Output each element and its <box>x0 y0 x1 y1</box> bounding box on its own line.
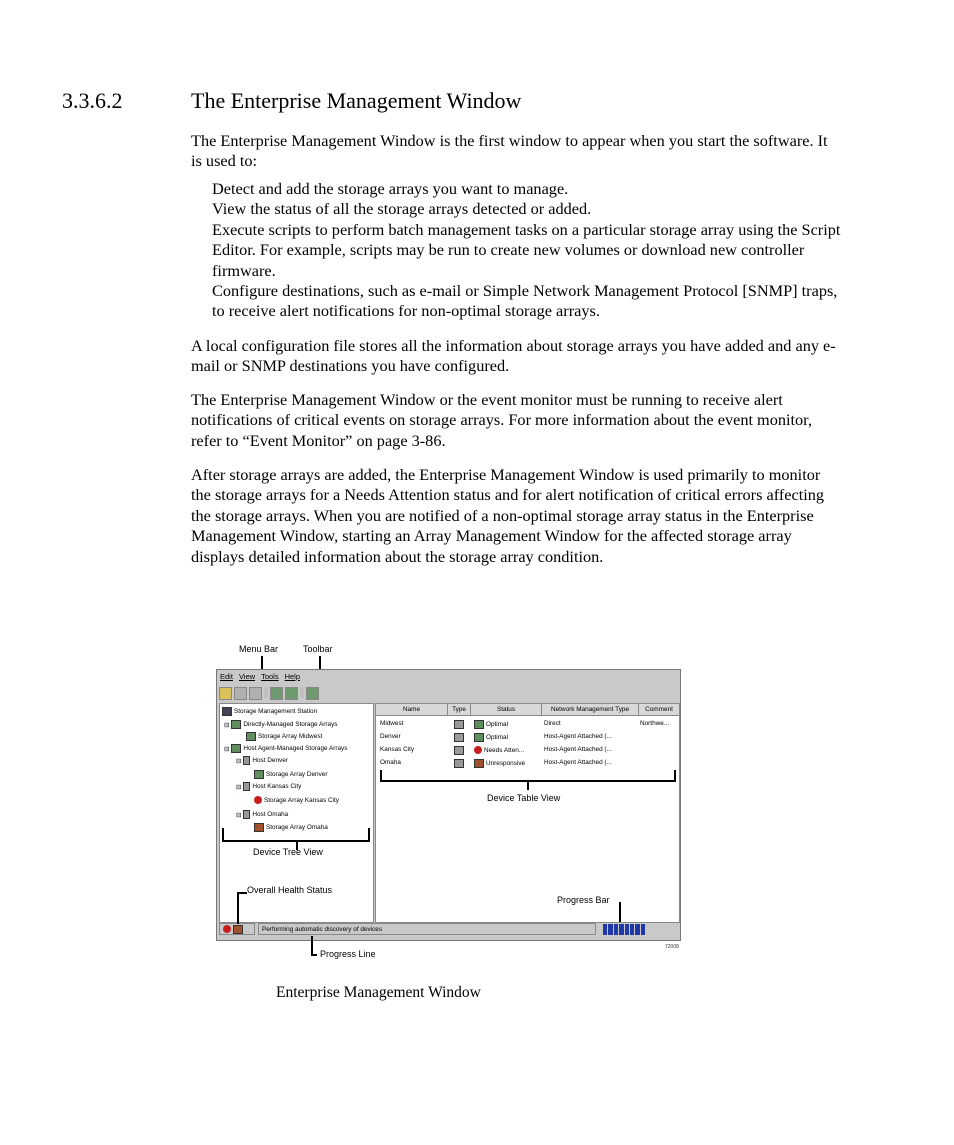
storage-array-icon <box>454 759 464 768</box>
section-title: The Enterprise Management Window <box>191 88 522 113</box>
collapse-icon[interactable]: ⊟ <box>236 757 242 765</box>
tree-node-host-kansas[interactable]: ⊟ Host Kansas City <box>236 783 302 791</box>
array-group-icon <box>231 720 241 729</box>
table-cell-type <box>454 746 464 755</box>
list-item: Execute scripts to perform batch management tasks on a particular storage array using the Script Editor. For example, scripts may be run to create new volumes or download new controller firmware. <box>212 219 841 280</box>
collapse-icon[interactable]: ⊟ <box>236 783 242 791</box>
menu-bar <box>220 672 300 684</box>
list-item: View the status of all the storage arrays detected or added. <box>212 199 592 219</box>
device-table <box>375 703 680 923</box>
table-cell-status: Needs Atten... <box>474 746 524 754</box>
table-cell-status: Optimal <box>474 733 508 742</box>
figure-caption: Enterprise Management Window <box>276 984 481 1001</box>
table-cell-name[interactable]: Kansas City <box>380 746 415 753</box>
health-leader <box>237 892 239 924</box>
alert-destination-icon[interactable] <box>306 687 319 700</box>
storage-array-icon <box>254 770 264 779</box>
list-item: Detect and add the storage arrays you want to manage. <box>212 179 569 198</box>
tree-node-midwest[interactable]: Storage Array Midwest <box>246 732 322 741</box>
section-number: 3.3.6.2 <box>62 88 123 113</box>
storage-array-icon <box>454 746 464 755</box>
unresponsive-icon <box>474 759 484 768</box>
menu-tools[interactable]: Tools <box>261 672 279 681</box>
health-leader <box>237 892 247 894</box>
tree-bracket <box>368 828 370 842</box>
tree-node-omaha[interactable]: Storage Array Omaha <box>254 823 328 832</box>
table-cell-network: Host-Agent Attached (... <box>544 746 612 753</box>
column-network[interactable]: Network Management Type <box>542 704 639 715</box>
tree-node-host-denver[interactable]: ⊟ Host Denver <box>236 757 288 765</box>
table-cell-comment: Northwe... <box>640 720 670 727</box>
feature-list <box>212 179 842 322</box>
storage-array-icon <box>454 720 464 729</box>
table-cell-network: Direct <box>544 720 561 727</box>
manage-array-icon[interactable] <box>270 687 283 700</box>
table-cell-status: Unresponsive <box>474 759 525 768</box>
needs-attention-icon <box>223 925 231 933</box>
tree-node-hostagent[interactable]: ⊟ Host Agent-Managed Storage Arrays <box>224 745 348 753</box>
column-name[interactable]: Name <box>376 704 448 715</box>
enterprise-window-figure <box>215 640 685 970</box>
table-cell-status: Optimal <box>474 720 508 729</box>
column-status[interactable]: Status <box>471 704 542 715</box>
workstation-icon <box>222 707 232 716</box>
table-cell-type <box>454 759 464 768</box>
table-cell-name[interactable]: Denver <box>380 733 401 740</box>
host-icon <box>243 810 250 819</box>
add-array-icon[interactable] <box>234 687 247 700</box>
script-editor-icon[interactable] <box>285 687 298 700</box>
table-cell-type <box>454 720 464 729</box>
menu-help[interactable]: Help <box>284 672 301 681</box>
collapse-icon[interactable]: ⊟ <box>224 721 230 729</box>
progress-bar-callout: Progress Bar <box>557 895 610 905</box>
figure-id: 72008 <box>665 944 679 950</box>
status-bar <box>219 923 678 937</box>
tree-node-station[interactable]: Storage Management Station <box>222 707 317 716</box>
toolbar-callout: Toolbar <box>303 644 333 654</box>
tree-node-denver[interactable]: Storage Array Denver <box>254 770 327 779</box>
table-cell-type <box>454 733 464 742</box>
unresponsive-icon <box>233 925 243 934</box>
host-icon <box>243 756 250 765</box>
progress-line-leader <box>311 936 313 956</box>
menu-bar-callout: Menu Bar <box>239 644 279 654</box>
progress-line-leader <box>311 954 317 956</box>
list-item: Configure destinations, such as e-mail or Simple Network Management Protocol [SNMP] traps, to receive alert notifications for non-optimal storage arrays. <box>212 281 838 321</box>
discover-icon[interactable] <box>219 687 232 700</box>
column-comment[interactable]: Comment <box>645 706 673 713</box>
overall-health-status[interactable] <box>219 923 255 935</box>
table-bracket <box>674 770 676 782</box>
table-cell-network: Host-Agent Attached (... <box>544 759 612 766</box>
menu-edit[interactable]: Edit <box>220 672 233 681</box>
optimal-icon <box>474 733 484 742</box>
progress-line: Performing automatic discovery of devices <box>258 923 596 935</box>
tree-node-kansas[interactable]: Storage Array Kansas City <box>254 796 339 804</box>
menu-view[interactable]: View <box>238 672 256 681</box>
table-cell-network: Host-Agent Attached (... <box>544 733 612 740</box>
optimal-icon <box>474 720 484 729</box>
tree-node-host-omaha[interactable]: ⊟ Host Omaha <box>236 811 289 819</box>
monitoring-paragraph: After storage arrays are added, the Enterprise Management Window is used primarily to monitor the storage arrays for a Needs Attention status and for alert notification of critical errors affecting the storage arrays. When you are notified of a non-optimal storage array status in the Enterprise Management Window, starting an Array Management Window for the affected storage array displays detailed information about the storage array condition. <box>191 465 825 566</box>
storage-array-icon <box>454 733 464 742</box>
needs-attention-icon <box>474 746 482 754</box>
device-tree-callout: Device Tree View <box>253 847 323 857</box>
device-table-callout: Device Table View <box>487 793 561 803</box>
collapse-icon[interactable]: ⊟ <box>236 811 242 819</box>
toolbar <box>219 687 319 701</box>
intro-paragraph: The Enterprise Management Window is the first window to appear when you start the software. It is used to: <box>191 131 828 171</box>
collapse-icon[interactable]: ⊟ <box>224 745 230 753</box>
host-icon <box>243 782 250 791</box>
tree-node-direct[interactable]: ⊟ Directly-Managed Storage Arrays <box>224 721 338 729</box>
table-cell-name[interactable]: Midwest <box>380 720 404 727</box>
table-header <box>376 704 679 716</box>
toolbar-separator <box>264 687 268 698</box>
remove-array-icon[interactable] <box>249 687 262 700</box>
storage-array-icon <box>246 732 256 741</box>
app-window <box>216 669 681 941</box>
config-paragraph: A local configuration file stores all the information about storage arrays you have added and any e-mail or SNMP destinations you have configured. <box>191 336 836 376</box>
progress-bar-leader <box>619 902 621 922</box>
table-cell-name[interactable]: Omaha <box>380 759 401 766</box>
toolbar-separator <box>300 687 304 698</box>
column-type[interactable]: Type <box>448 704 471 715</box>
array-group-icon <box>231 744 241 753</box>
progress-bar <box>603 924 645 935</box>
table-leader <box>527 780 529 790</box>
progress-line-callout: Progress Line <box>320 949 376 959</box>
event-monitor-paragraph: The Enterprise Management Window or the event monitor must be running to receive alert notifications of critical events on storage arrays. For more information about the event monitor, refer to “Event Monitor” on page 3-86. <box>191 390 813 450</box>
health-status-callout: Overall Health Status <box>247 885 333 895</box>
needs-attention-icon <box>254 796 262 804</box>
unresponsive-icon <box>254 823 264 832</box>
